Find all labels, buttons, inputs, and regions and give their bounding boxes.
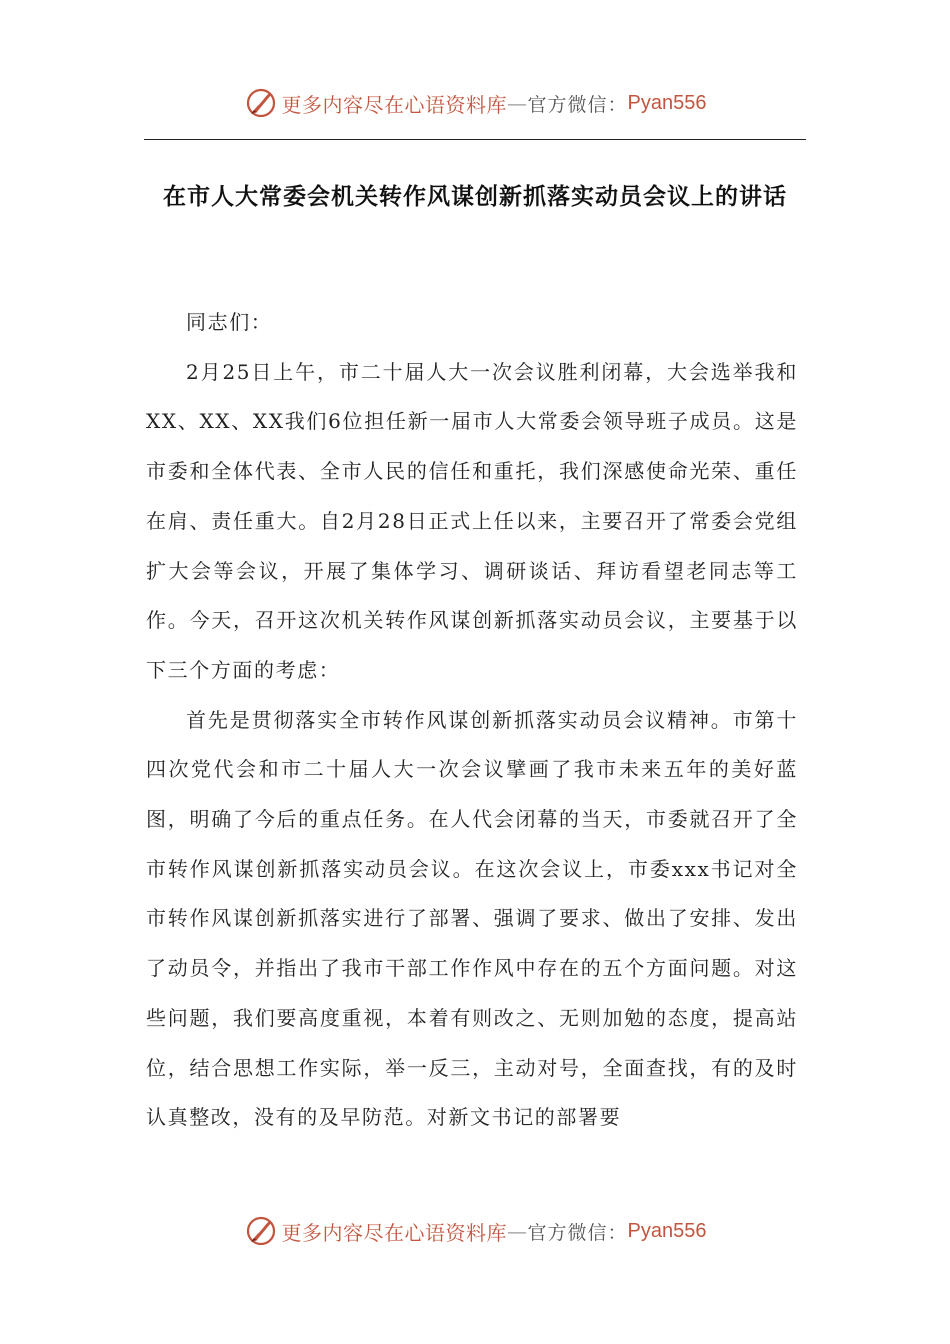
document-body (146, 298, 798, 1143)
wechat-id: Pyan556 (627, 91, 707, 114)
header-banner (0, 81, 950, 125)
wechat-label: 官方微信： (527, 1221, 628, 1244)
document-title: 在市人大常委会机关转作风谋创新抓落实动员会议上的讲话 (163, 184, 787, 210)
footer-banner (0, 1209, 950, 1253)
salutation: 同志们： (186, 310, 273, 334)
wechat-label: 官方微信： (527, 93, 628, 116)
header-rule (144, 139, 806, 140)
quill-pen-icon (244, 86, 278, 120)
quill-pen-icon (244, 1214, 278, 1248)
paragraph: 2月25日上午，市二十届人大一次会议胜利闭幕，大会选举我和XX、XX、XX我们6位担任新一届市人大常委会领导班子成员。这是市委和全体代表、全市人民的信任和重托，我们深感使命光荣、重任在肩、责任重大。自2月28日正式上任以来，主要召开了常委会党组扩大会等会议，开展了集体学习、调研谈话、拜访看望老同志等工作。今天，召开这次机关转作风谋创新抓落实动员会议，主要基于以下三个方面的考虑： (146, 359, 798, 682)
banner-text: 更多内容尽在心语资料库 (281, 92, 507, 117)
banner-separator: — (507, 91, 528, 115)
wechat-id: Pyan556 (627, 1219, 707, 1242)
paragraph: 首先是贯彻落实全市转作风谋创新抓落实动员会议精神。市第十四次党代会和市二十届人大一次会议擘画了我市未来五年的美好蓝图，明确了今后的重点任务。在人代会闭幕的当天，市委就召开了全市转作风谋创新抓落实动员会议。在这次会议上，市委xxx书记对全市转作风谋创新抓落实进行了部署、强调了要求、做出了安排、发出了动员令，并指出了我市干部工作作风中存在的五个方面问题。对这些问题，我们要高度重视，本着有则改之、无则加勉的态度，提高站位，结合思想工作实际，举一反三，主动对号，全面查找，有的及时认真整改，没有的及早防范。对新文书记的部署要 (146, 707, 798, 1130)
banner-separator: — (507, 1219, 528, 1243)
banner-text: 更多内容尽在心语资料库 (281, 1220, 507, 1245)
